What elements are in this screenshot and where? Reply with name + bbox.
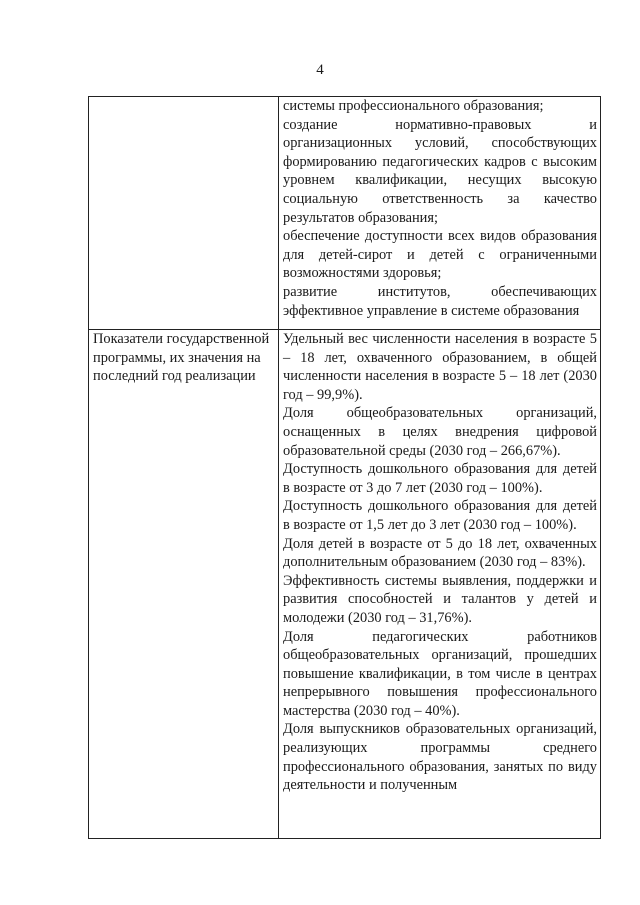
program-passport-table (88, 96, 601, 839)
indicator-paragraph: Доступность дошкольного образования для детей в возрасте от 1,5 лет до 3 лет (2030 год – 100%). (283, 498, 597, 533)
content-paragraph: создание нормативно-правовых и организационных условий, способствующих формированию педагогических кадров с высоким уровнем квалификации, несущих высокую социальную ответственность за качество результатов образования; (283, 116, 597, 226)
content-paragraph: обеспечение доступности всех видов образования для детей-сирот и детей с ограниченными возможностями здоровья; (283, 228, 597, 282)
row-label: Показатели государственной программы, их значения на последний год реализации (93, 331, 270, 385)
indicator-paragraph: Доля педагогических работников общеобразовательных организаций, прошедших повышение квалификации, в том числе в центрах непрерывного повышения профессионального мастерства (2030 год – 40%). (283, 628, 597, 719)
indicator-paragraph: Доля выпускников образовательных организаций, реализующих программы среднего профессионального образования, занятых по виду деятельности и полученным (283, 721, 597, 794)
indicator-paragraph: Доля общеобразовательных организаций, оснащенных в целях внедрения цифровой образовательной среды (2030 год – 266,67%). (283, 405, 597, 459)
table-row (89, 97, 601, 330)
indicator-paragraph: Удельный вес численности населения в возрасте 5 – 18 лет, охваченного образованием, в общей численности населения в возрасте 5 – 18 лет (2030 год – 99,9%). (283, 331, 597, 403)
row-content-cell (279, 330, 601, 839)
content-paragraph: системы профессионального образования; (283, 98, 544, 114)
row-label-cell (89, 97, 279, 330)
content-paragraph: развитие институтов, обеспечивающих эффективное управление в системе образования (283, 283, 597, 319)
table-row (89, 330, 601, 839)
row-content-cell (279, 97, 601, 330)
page-number: 4 (316, 62, 324, 78)
indicator-paragraph: Доля детей в возрасте от 5 до 18 лет, охваченных дополнительным образованием (2030 год – 83%). (283, 535, 597, 571)
indicator-paragraph: Доступность дошкольного образования для детей в возрасте от 3 до 7 лет (2030 год – 100%). (283, 461, 597, 496)
row-label-cell (89, 330, 279, 839)
indicator-paragraph: Эффективность системы выявления, поддержки и развития способностей и талантов у детей и молодежи (2030 год – 31,76%). (283, 572, 597, 626)
